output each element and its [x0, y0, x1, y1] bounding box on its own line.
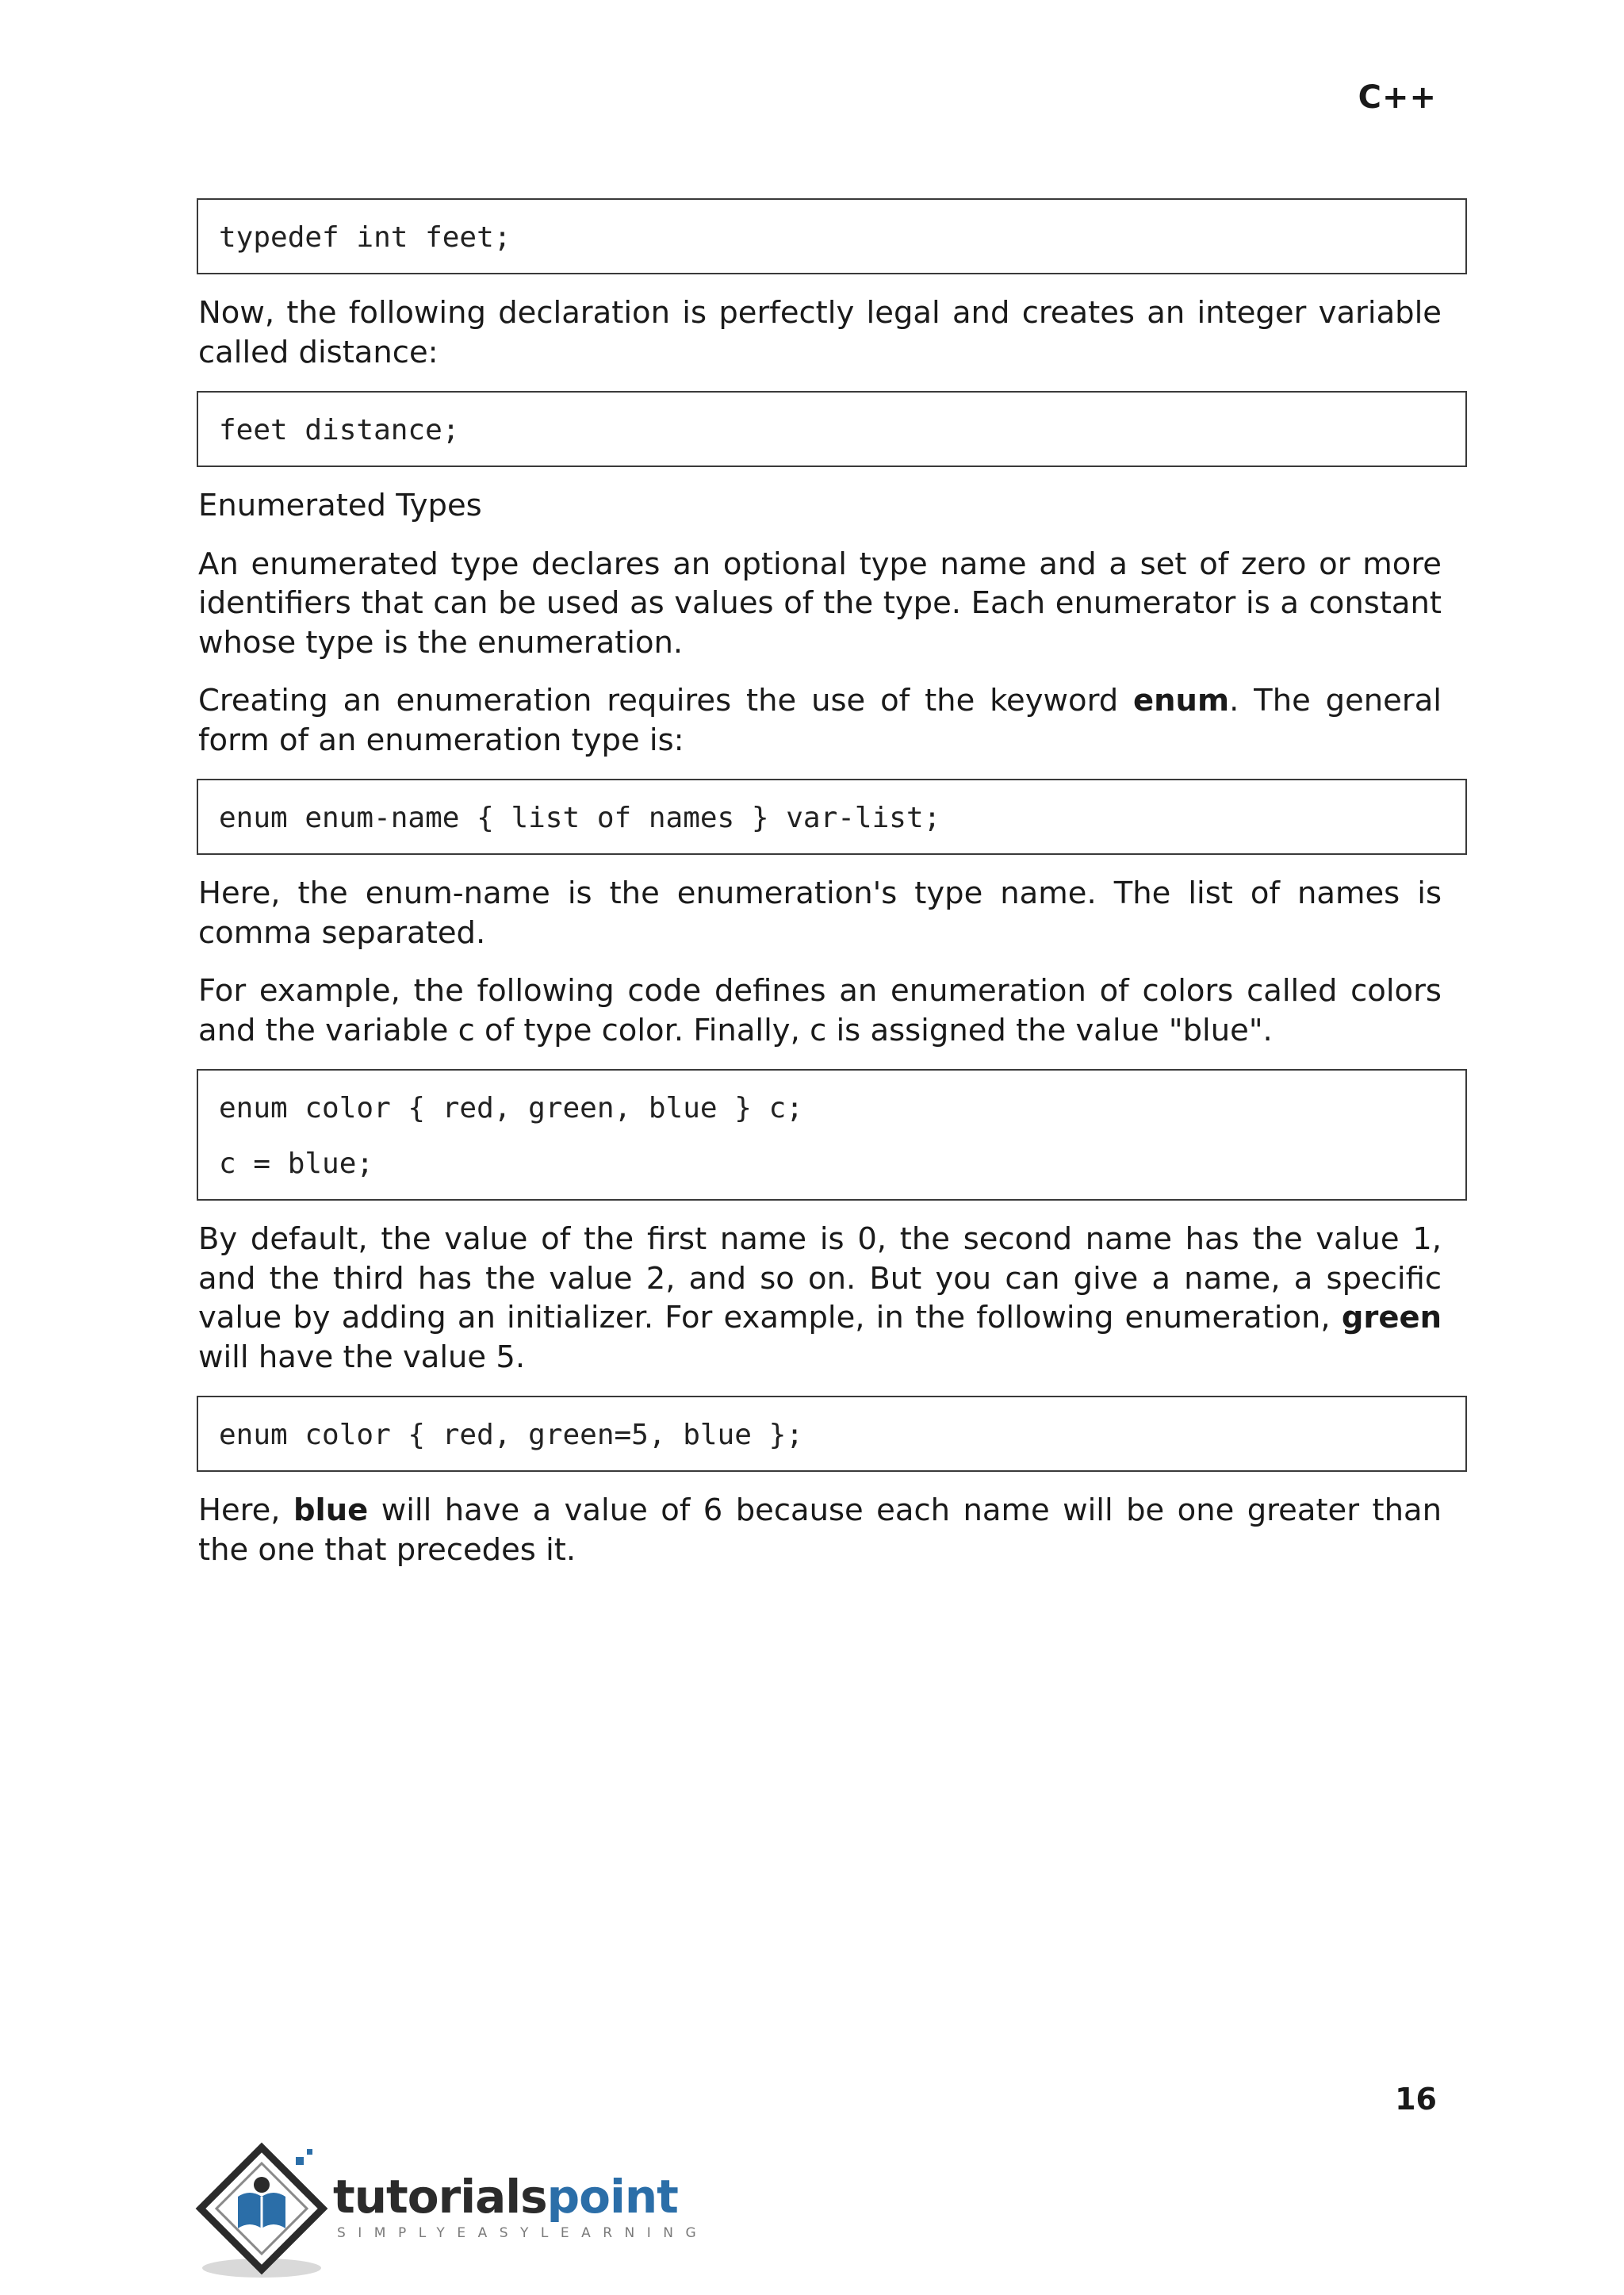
paragraph-blue-value — [198, 1491, 1442, 1569]
paragraph-default-values — [198, 1220, 1442, 1377]
code-line: enum color { red, green, blue } c; — [219, 1092, 803, 1125]
paragraph-enum-name: Here, the enum-name is the enumeration's type name. The list of names is comma separated. — [198, 875, 1442, 951]
logo-emblem-icon — [194, 2141, 337, 2284]
code-line: enum enum-name { list of names } var-list; — [219, 802, 941, 834]
code-block-typedef — [197, 198, 1467, 274]
code-line: enum color { red, green=5, blue }; — [219, 1419, 803, 1451]
code-block-initializer — [197, 1396, 1467, 1472]
logo-word-point: point — [546, 2170, 678, 2224]
text-segment: will have a value of 6 because each name will be one greater than the one that precedes it. — [198, 1492, 1442, 1568]
text-segment: Here, — [198, 1492, 293, 1528]
paragraph-enum-keyword — [198, 681, 1442, 760]
section-heading-enumerated-types: Enumerated Types — [198, 488, 482, 523]
code-block-declaration — [197, 391, 1467, 467]
keyword-enum: enum — [1133, 683, 1230, 718]
code-line: c = blue; — [219, 1148, 374, 1180]
logo-tagline: SIMPLYEASYLEARNING — [337, 2225, 709, 2241]
logo-wordmark — [333, 2170, 678, 2224]
paragraph-enum-definition: An enumerated type declares an optional type name and a set of zero or more identifiers that can be used as values of the type. Each enumerator is a constant whose type is the enumeration. — [198, 546, 1442, 661]
keyword-green: green — [1341, 1300, 1442, 1335]
text-segment: Creating an enumeration requires the use of the keyword — [198, 683, 1134, 718]
logo-word-tutorials: tutorials — [333, 2170, 547, 2224]
text-segment: will have the value 5. — [198, 1339, 526, 1375]
paragraph-declaration: Now, the following declaration is perfectly legal and creates an integer variable called distance: — [198, 295, 1442, 370]
code-block-enum-syntax — [197, 779, 1467, 855]
paragraph-color-example: For example, the following code defines an enumeration of colors called colors and the variable c of type color. Finally, c is assigned the value "blue". — [198, 973, 1442, 1048]
text-segment: By default, the value of the first name is 0, the second name has the value 1, and the third has the value 2, and so on. But you can give a name, a specific value by adding an initializer. For example, in the following enumeration, — [198, 1221, 1442, 1335]
code-block-color-example — [197, 1069, 1467, 1201]
code-line: feet distance; — [219, 414, 460, 446]
code-line: typedef int feet; — [219, 221, 511, 254]
page-content — [198, 198, 1442, 1588]
tutorialspoint-logo — [194, 2141, 709, 2284]
keyword-blue: blue — [293, 1492, 369, 1528]
page-number: 16 — [1395, 2082, 1437, 2117]
text-segment: . The general form of an enumeration type is: — [198, 683, 1442, 758]
page-header-title: C++ — [1358, 79, 1437, 116]
